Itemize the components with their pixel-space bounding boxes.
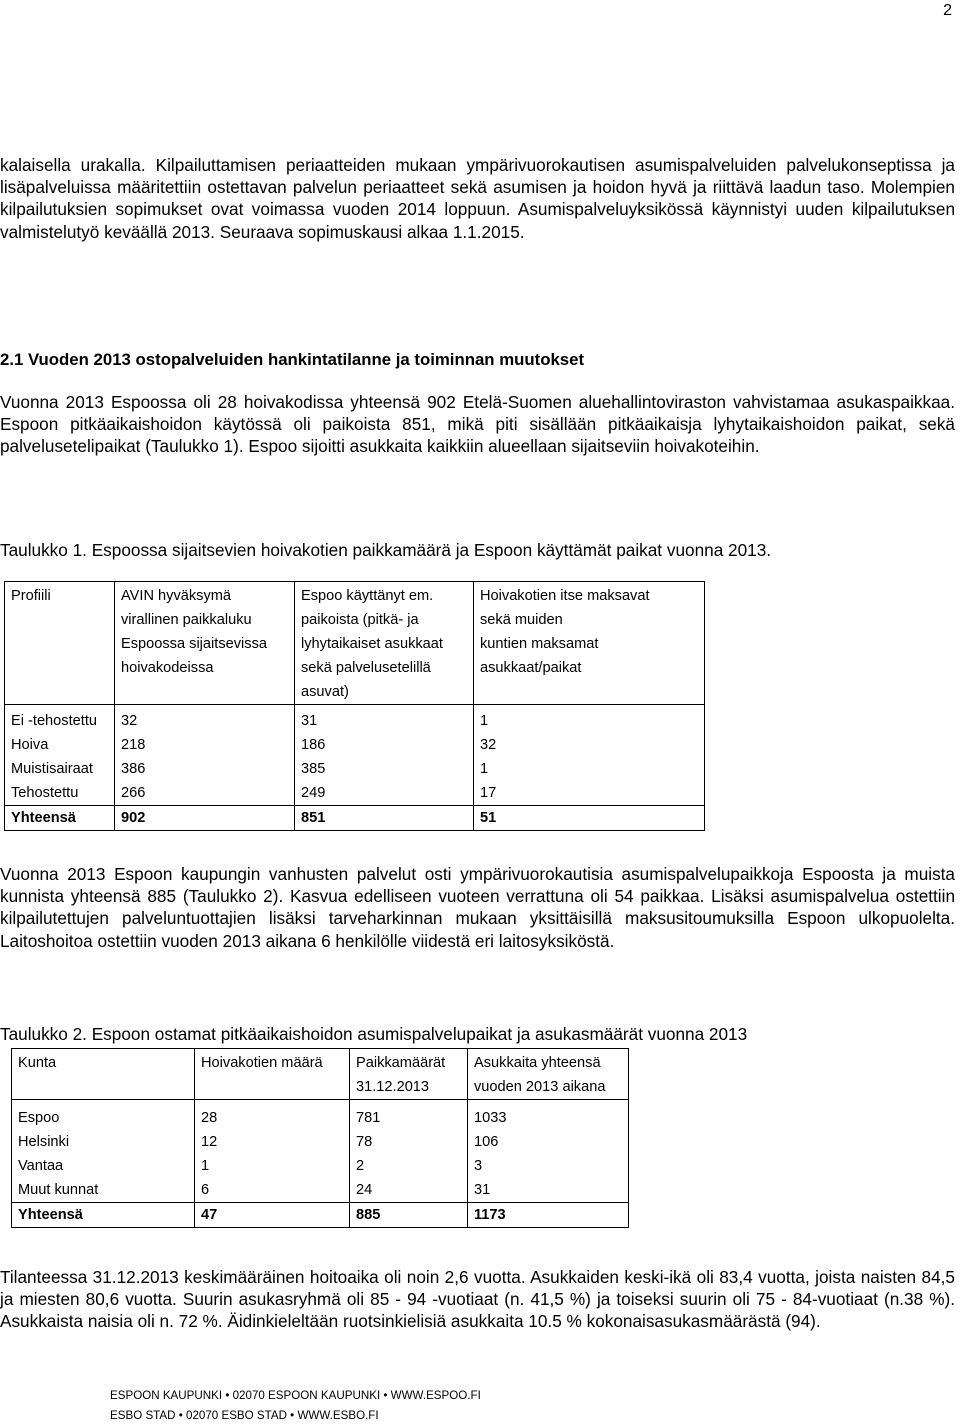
header-line: virallinen paikkaluku	[121, 612, 252, 628]
table-row	[5, 733, 705, 757]
table-cell: Muut kunnat	[12, 1178, 195, 1203]
table-cell: 24	[350, 1178, 468, 1203]
header-line: kuntien maksamat	[480, 636, 599, 652]
table-cell: 78	[350, 1130, 468, 1154]
total-cell: 885	[350, 1203, 468, 1228]
header-line: Paikkamäärät	[356, 1055, 446, 1071]
header-line: Hoivakotien määrä	[201, 1055, 323, 1071]
footer-line-sv: ESBO STAD • 02070 ESBO STAD • WWW.ESBO.FI	[110, 1409, 379, 1422]
closing-paragraph: Tilanteessa 31.12.2013 keskimääräinen hoitoaika oli noin 2,6 vuotta. Asukkaiden keski-ikä oli 83,4 vuotta, joista naisten 84,5 ja miesten 80,6 vuotta. Suurin asukasryhmä oli 85 - 94 -vuotiaat (n. 41,5 %) ja toiseksi suurin oli 75 - 84-vuotiaat (n.38 %). Asukkaista naisia oli n. 72 %. Äidinkieleltään ruotsinkielisiä asukkaita 10.5 % kokonaisasukasmäärästä (94).	[0, 1267, 955, 1332]
table-cell: 6	[195, 1178, 350, 1203]
page-number: 2	[943, 2, 952, 19]
table-cell: 32	[115, 705, 295, 734]
header-line: Espoo käyttänyt em.	[301, 588, 434, 604]
table-cell: 781	[350, 1100, 468, 1131]
table-cell: Espoo	[12, 1100, 195, 1131]
table-cell: 32	[474, 733, 705, 757]
table1	[4, 581, 705, 831]
table-cell: 106	[468, 1130, 629, 1154]
table-cell: 31	[295, 705, 474, 734]
table-cell: Tehostettu	[5, 781, 115, 806]
header-line: 31.12.2013	[356, 1079, 430, 1095]
header-line: Hoivakotien itse maksavat	[480, 588, 650, 604]
header-line: sekä muiden	[480, 612, 563, 628]
table-row	[5, 757, 705, 781]
total-cell: Yhteensä	[12, 1203, 195, 1228]
table2-header-cell	[195, 1049, 350, 1100]
table-cell: 218	[115, 733, 295, 757]
header-line: hoivakodeissa	[121, 660, 214, 676]
table2-header-cell	[468, 1049, 629, 1100]
total-cell: Yhteensä	[5, 806, 115, 831]
header-line: paikoista (pitkä- ja	[301, 612, 419, 628]
table-cell: 385	[295, 757, 474, 781]
table2-caption: Taulukko 2. Espoon ostamat pitkäaikaishoidon asumispalvelupaikat ja asukasmäärät vuonna 2013	[0, 1024, 748, 1044]
table2	[11, 1048, 629, 1228]
header-line: sekä palvelusetelillä	[301, 660, 431, 676]
table-cell: Helsinki	[12, 1130, 195, 1154]
table-row	[5, 781, 705, 806]
header-line: AVIN hyväksymä	[121, 588, 232, 604]
table-cell: 266	[115, 781, 295, 806]
table-cell: Ei -tehostettu	[5, 705, 115, 734]
table-cell: 1	[474, 705, 705, 734]
header-line: vuoden 2013 aikana	[474, 1079, 606, 1095]
table-cell: 386	[115, 757, 295, 781]
total-cell: 902	[115, 806, 295, 831]
header-line: Kunta	[18, 1055, 57, 1071]
table-row	[5, 705, 705, 734]
table-cell: Vantaa	[12, 1154, 195, 1178]
table1-caption: Taulukko 1. Espoossa sijaitsevien hoivakotien paikkamäärä ja Espoon käyttämät paikat vuonna 2013.	[0, 540, 772, 560]
section-paragraph: Vuonna 2013 Espoossa oli 28 hoivakodissa yhteensä 902 Etelä-Suomen aluehallintoviraston vahvistamaa asukaspaikkaa. Espoon pitkäaikaishoidon käytössä oli paikoista 851, mikä piti sisällään pitkäaikaisja lyhytaikaishoidon paikat, sekä palvelusetelipaikat (Taulukko 1). Espoo sijoitti asukkaita kaikkiin alueellaan sijaitseviin hoivakoteihin.	[0, 392, 955, 457]
table-cell: 1	[474, 757, 705, 781]
header-line: Asukkaita yhteensä	[474, 1055, 601, 1071]
table-cell: 249	[295, 781, 474, 806]
table2-header-row	[12, 1049, 629, 1100]
table-row	[12, 1130, 629, 1154]
table1-header-cell	[5, 582, 115, 705]
table-cell: 17	[474, 781, 705, 806]
table2-header-cell	[12, 1049, 195, 1100]
table1-header-cell	[115, 582, 295, 705]
table1-header-cell	[295, 582, 474, 705]
table1-header-row	[5, 582, 705, 705]
table2-header-cell	[350, 1049, 468, 1100]
table-row	[12, 1178, 629, 1203]
table1-header-cell	[474, 582, 705, 705]
total-cell: 51	[474, 806, 705, 831]
table-row	[12, 1154, 629, 1178]
table-cell: 1	[195, 1154, 350, 1178]
intro-paragraph: kalaisella urakalla. Kilpailuttamisen periaatteiden mukaan ympärivuorokautisen asumispalveluiden palvelukonseptissa ja lisäpalveluissa määritettiin ostettavan palvelun periaatteet sekä asumisen ja hoidon hyvä ja riittävä laadun taso. Molempien kilpailutuksien sopimukset ovat voimassa vuoden 2014 loppuun. Asumispalveluyksikössä käynnistyi uuden kilpailutuksen valmistelutyö keväällä 2013. Seuraava sopimuskausi alkaa 1.1.2015.	[0, 155, 955, 242]
header-line: Profiili	[11, 588, 51, 604]
total-cell: 851	[295, 806, 474, 831]
table-cell: Muistisairaat	[5, 757, 115, 781]
total-cell: 1173	[468, 1203, 629, 1228]
middle-paragraph: Vuonna 2013 Espoon kaupungin vanhusten palvelut osti ympärivuorokautisia asumispalvelupaikkoja Espoosta ja muista kunnista yhteensä 885 (Taulukko 2). Kasvua edelliseen vuoteen verrattuna oli 54 paikkaa. Lisäksi asumispalvelua ostettiin kilpailutettujen palveluntuottajien lisäksi tarveharkinnan mukaan yksittäisillä maksusitoumuksilla Espoon ulkopuolelta. Laitoshoitoa ostettiin vuoden 2013 aikana 6 henkilölle viidestä eri laitosyksiköstä.	[0, 864, 955, 951]
table1-total-row	[5, 806, 705, 831]
total-cell: 47	[195, 1203, 350, 1228]
header-line: asuvat)	[301, 684, 349, 700]
table-cell: 186	[295, 733, 474, 757]
table-cell: 1033	[468, 1100, 629, 1131]
header-line: asukkaat/paikat	[480, 660, 582, 676]
table-cell: 2	[350, 1154, 468, 1178]
header-line: Espoossa sijaitsevissa	[121, 636, 268, 652]
footer-line-fi: ESPOON KAUPUNKI • 02070 ESPOON KAUPUNKI • WWW.ESPOO.FI	[110, 1389, 481, 1402]
table-cell: Hoiva	[5, 733, 115, 757]
table-cell: 12	[195, 1130, 350, 1154]
header-line: lyhytaikaiset asukkaat	[301, 636, 443, 652]
table2-total-row	[12, 1203, 629, 1228]
table-cell: 3	[468, 1154, 629, 1178]
table-row	[12, 1100, 629, 1131]
section-heading: 2.1 Vuoden 2013 ostopalveluiden hankintatilanne ja toiminnan muutokset	[0, 350, 585, 369]
table-cell: 31	[468, 1178, 629, 1203]
table-cell: 28	[195, 1100, 350, 1131]
